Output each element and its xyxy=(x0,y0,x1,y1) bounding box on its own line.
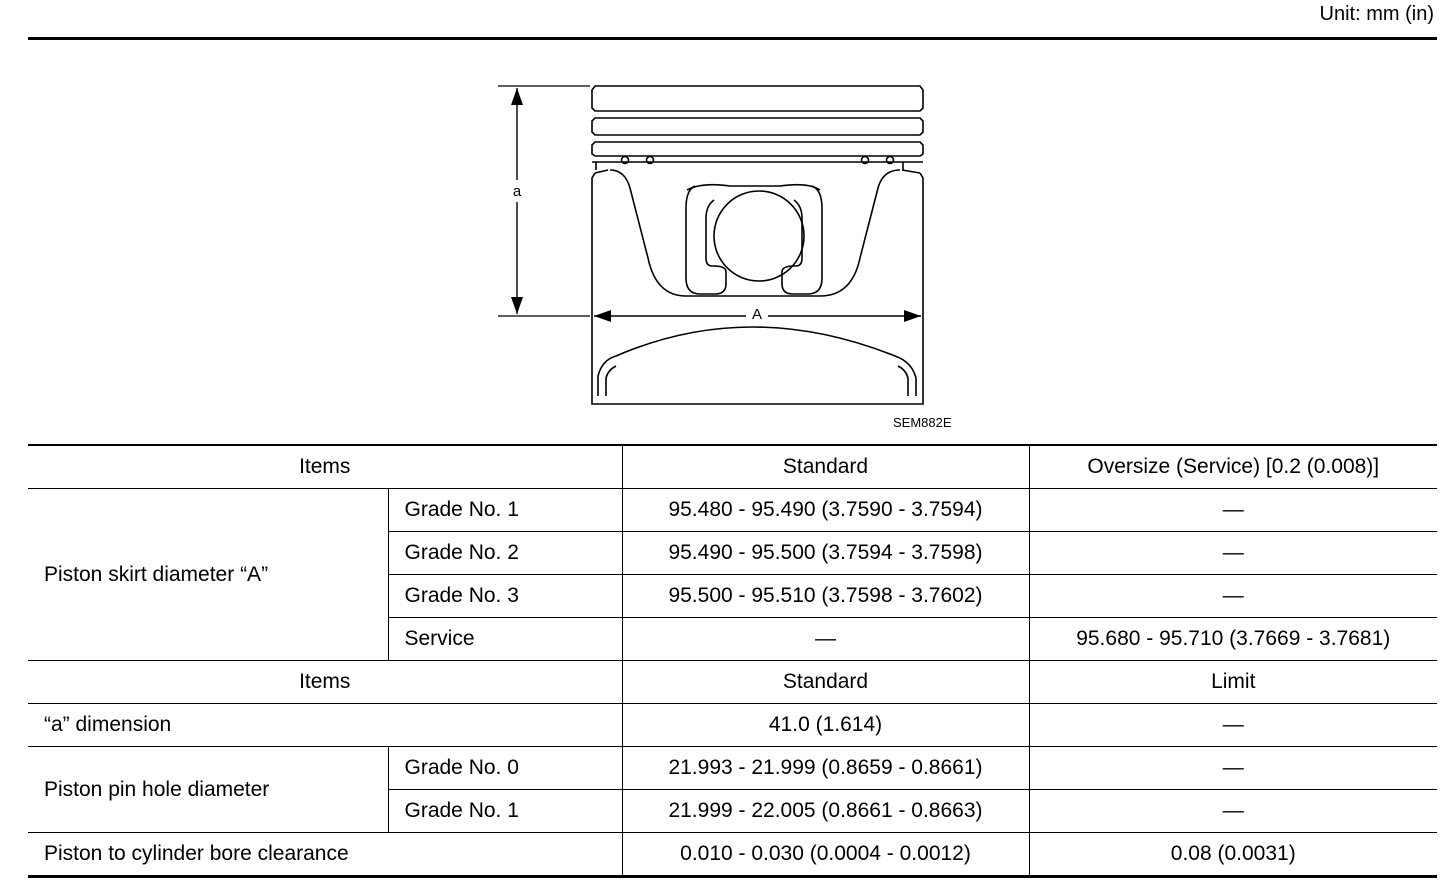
items-header: Items xyxy=(28,661,622,704)
oversize-cell: 95.680 - 95.710 (3.7669 - 3.7681) xyxy=(1029,618,1437,661)
limit-header: Limit xyxy=(1029,661,1437,704)
grade-cell: Service xyxy=(388,618,622,661)
unit-label: Unit: mm (in) xyxy=(1319,3,1434,25)
oversize-cell: — xyxy=(1029,532,1437,575)
limit-cell: — xyxy=(1029,790,1437,833)
standard-header: Standard xyxy=(622,661,1029,704)
standard-cell: — xyxy=(622,618,1029,661)
limit-cell: — xyxy=(1029,704,1437,747)
skirt-diameter-label: Piston skirt diameter “A” xyxy=(28,489,388,661)
table2-header-row xyxy=(28,661,1437,704)
oversize-cell: — xyxy=(1029,575,1437,618)
grade-cell: Grade No. 2 xyxy=(388,532,622,575)
standard-cell: 0.010 - 0.030 (0.0004 - 0.0012) xyxy=(622,833,1029,877)
grade-cell: Grade No. 1 xyxy=(388,489,622,532)
table-row xyxy=(28,704,1437,747)
limit-cell: — xyxy=(1029,747,1437,790)
table-row xyxy=(28,833,1437,877)
grade-cell: Grade No. 1 xyxy=(388,790,622,833)
dim-A-label: A xyxy=(751,306,763,323)
standard-cell: 95.480 - 95.490 (3.7590 - 3.7594) xyxy=(622,489,1029,532)
grade-cell: Grade No. 0 xyxy=(388,747,622,790)
standard-cell: 41.0 (1.614) xyxy=(622,704,1029,747)
pin-hole-label: Piston pin hole diameter xyxy=(28,747,388,833)
items-header: Items xyxy=(28,445,622,489)
grade-cell: Grade No. 3 xyxy=(388,575,622,618)
standard-cell: 95.490 - 95.500 (3.7594 - 3.7598) xyxy=(622,532,1029,575)
oversize-cell: — xyxy=(1029,489,1437,532)
a-dimension-label: “a” dimension xyxy=(28,704,622,747)
clearance-label: Piston to cylinder bore clearance xyxy=(28,833,622,877)
figure-code: SEM882E xyxy=(893,415,952,430)
standard-header: Standard xyxy=(622,445,1029,489)
dim-a-label: a xyxy=(512,183,522,200)
piston-diagram xyxy=(490,78,970,438)
oversize-header: Oversize (Service) [0.2 (0.008)] xyxy=(1029,445,1437,489)
standard-cell: 21.993 - 21.999 (0.8659 - 0.8661) xyxy=(622,747,1029,790)
table-row xyxy=(28,489,1437,532)
standard-cell: 95.500 - 95.510 (3.7598 - 3.7602) xyxy=(622,575,1029,618)
piston-spec-table xyxy=(28,444,1437,878)
limit-cell: 0.08 (0.0031) xyxy=(1029,833,1437,877)
table-row xyxy=(28,747,1437,790)
standard-cell: 21.999 - 22.005 (0.8661 - 0.8663) xyxy=(622,790,1029,833)
top-rule xyxy=(28,37,1437,40)
table1-header-row xyxy=(28,445,1437,489)
